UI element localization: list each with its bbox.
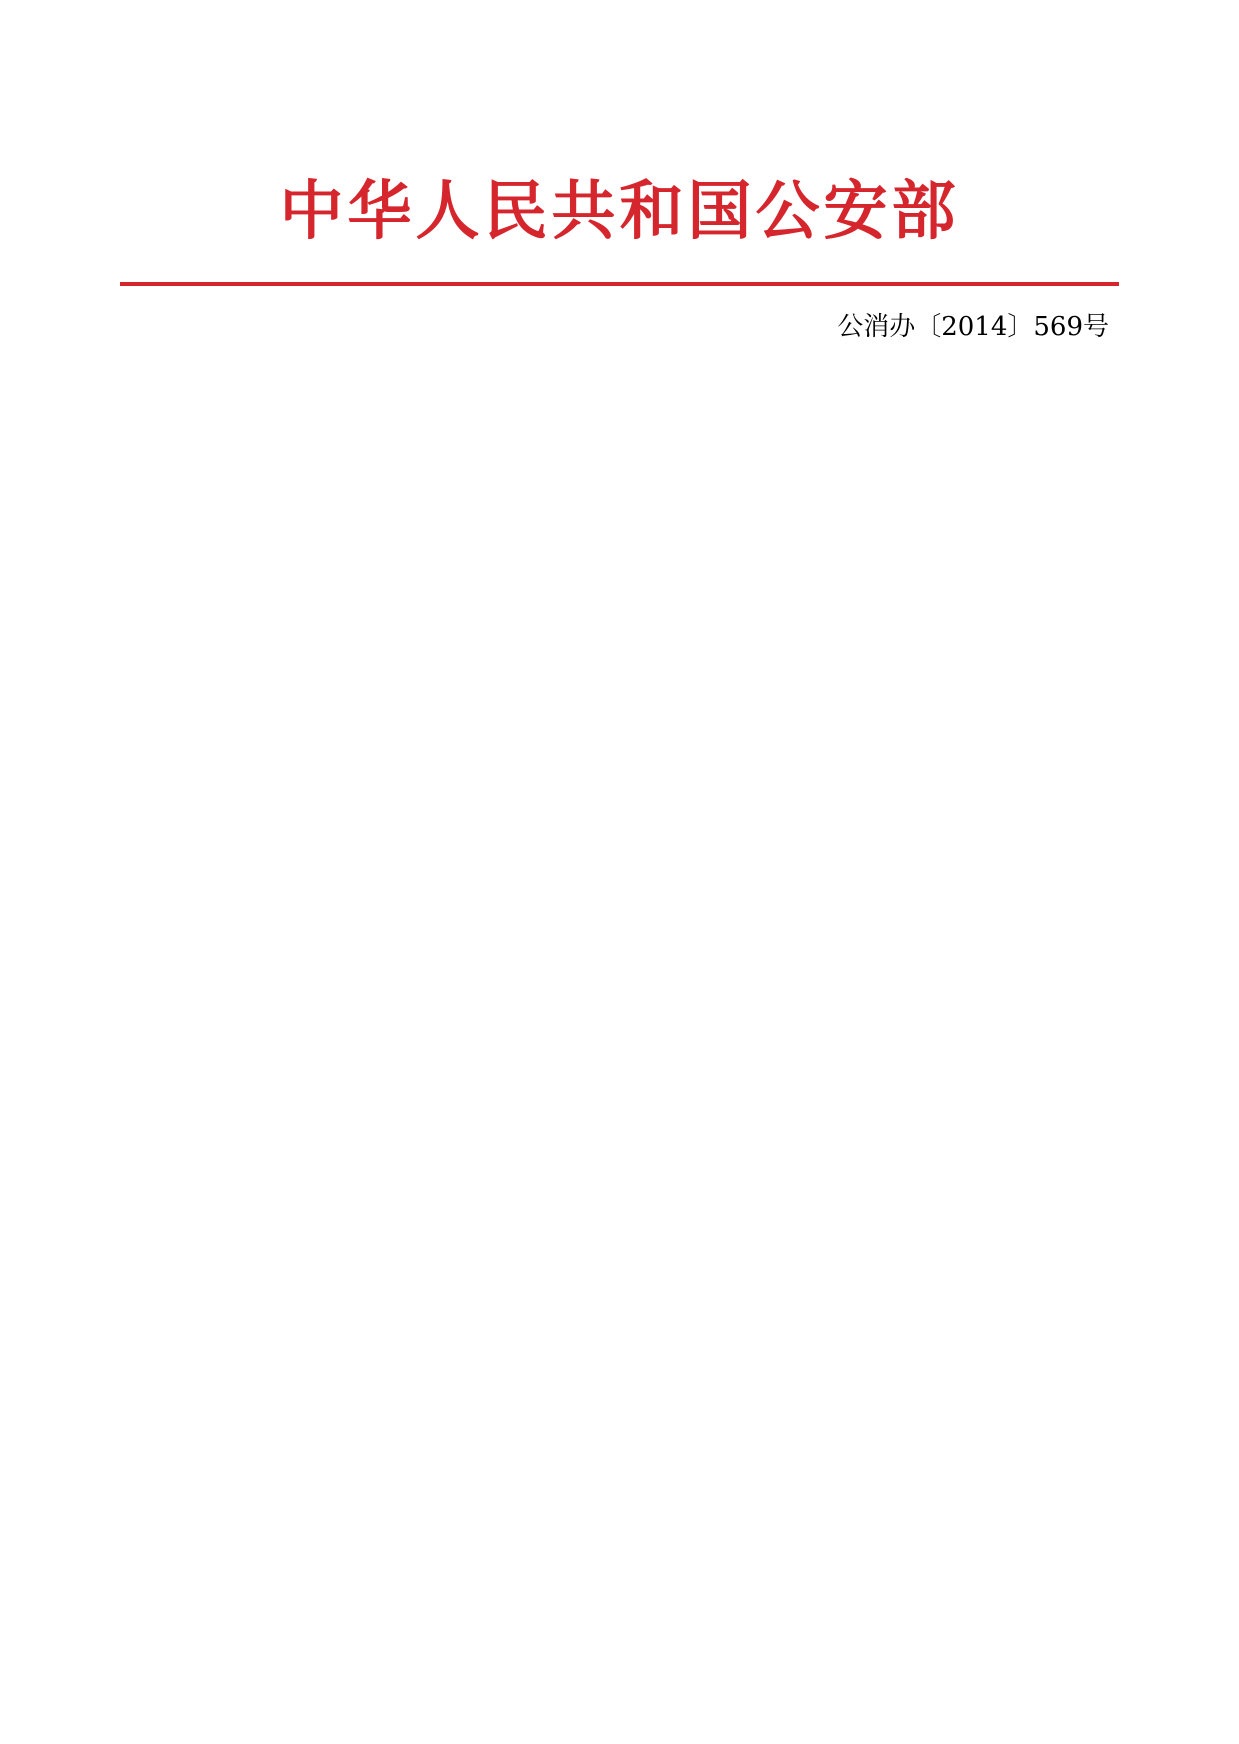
- red-rule: [120, 282, 1119, 286]
- masthead: 中华人民共和国公安部: [279, 174, 960, 249]
- doc-number: 公消办〔2014〕569号: [837, 312, 1109, 342]
